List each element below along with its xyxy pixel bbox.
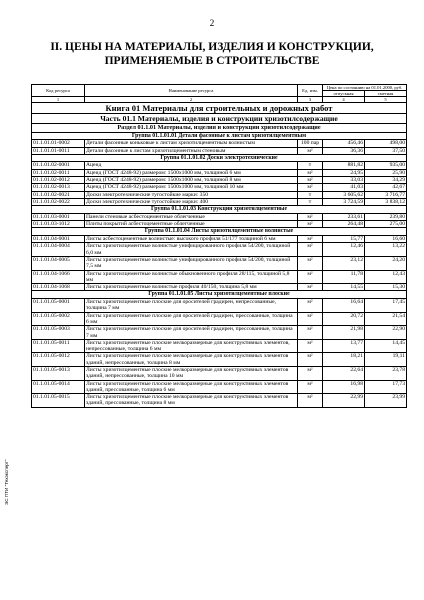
- header-unit: Ед. изм.: [298, 85, 323, 97]
- resource-code: 01.1.01.05-0003: [32, 326, 85, 340]
- unit-cell: т: [298, 162, 323, 169]
- resource-name: Листы хризотилцементные плоские для оросителей градирен, непрессованные, толщина 7 мм: [85, 299, 298, 313]
- table-row: [32, 236, 407, 243]
- price-estimate: 935,00: [365, 162, 407, 169]
- unit-cell: м²: [298, 169, 323, 176]
- resource-code: 01.1.01.05-0014: [32, 380, 85, 394]
- unit-cell: т: [298, 198, 323, 205]
- table-row: [32, 394, 407, 408]
- page-title: [0, 40, 424, 68]
- price-estimate: 17,45: [365, 299, 407, 313]
- page-number: 2: [209, 18, 215, 28]
- price-release: 16,98: [323, 380, 365, 394]
- resource-name: Доски электротехнические тугостойкие марки: 400: [85, 198, 298, 205]
- unit-cell: м²: [298, 380, 323, 394]
- table-row: [32, 312, 407, 326]
- price-release: 21,98: [323, 326, 365, 340]
- resource-code: 01.1.01.03-1012: [32, 221, 85, 228]
- unit-cell: м²: [298, 326, 323, 340]
- resource-name: Листы хризотилцементные плоские мелкоразмерные для конструктивных элементов зданий, непрессованные, толщина 10 мм: [85, 366, 298, 380]
- price-estimate: 22,90: [365, 326, 407, 340]
- resource-code: 01.1.01.04-1066: [32, 270, 85, 284]
- price-estimate: 34,29: [365, 177, 407, 184]
- group-title: Группа 01.1.01.05 Листы хризотилцементные плоские: [32, 291, 407, 299]
- table-row: [32, 243, 407, 257]
- resource-code: 01.1.01.05-0011: [32, 339, 85, 353]
- table-row: [32, 213, 407, 220]
- table-row: [32, 339, 407, 353]
- unit-cell: м²: [298, 243, 323, 257]
- resource-code: 01.1.01.05-0012: [32, 353, 85, 367]
- side-note: ЭС ПТИ "Техэксперт": [4, 459, 9, 505]
- resource-name: Листы хризотилцементные плоские мелкоразмерные для конструктивных элементов зданий, прессованные, толщина 8 мм: [85, 394, 298, 408]
- price-release: 33,03: [323, 177, 365, 184]
- unit-cell: м²: [298, 236, 323, 243]
- price-release: 22,64: [323, 366, 365, 380]
- group-title: Группа 01.1.01.03 Конструкции хризотилцементные: [32, 206, 407, 214]
- resource-code: 01.1.01.04-0004: [32, 243, 85, 257]
- price-release: 13,77: [323, 339, 365, 353]
- price-estimate: 23,78: [365, 366, 407, 380]
- price-estimate: 3 838,12: [365, 198, 407, 205]
- resource-code: 01.1.01.04-0005: [32, 256, 85, 270]
- resource-code: 01.1.01.02-0012: [32, 177, 85, 184]
- resource-name: Листы хризотилцементные волнистые профиля 40/150, толщина 5,8 мм: [85, 284, 298, 291]
- resource-code: 01.1.01.02-0011: [32, 169, 85, 176]
- price-release: 36,36: [323, 147, 365, 154]
- price-estimate: 3 716,77: [365, 191, 407, 198]
- price-release: 24,95: [323, 169, 365, 176]
- price-estimate: 19,11: [365, 353, 407, 367]
- table-row: [32, 191, 407, 198]
- price-estimate: 12,43: [365, 270, 407, 284]
- unit-cell: м²: [298, 184, 323, 191]
- group-title: Группа 01.1.01.02 Доски электротехнические: [32, 154, 407, 162]
- price-release: 22,99: [323, 394, 365, 408]
- price-release: 881,82: [323, 162, 365, 169]
- price-estimate: 498,00: [365, 140, 407, 147]
- price-release: 14,55: [323, 284, 365, 291]
- table-row: [32, 221, 407, 228]
- unit-cell: м²: [298, 147, 323, 154]
- unit-cell: м²: [298, 213, 323, 220]
- group-row: [32, 206, 407, 214]
- header-name: Наименование ресурса: [85, 85, 298, 97]
- price-estimate: 16,60: [365, 236, 407, 243]
- price-release: 11,78: [323, 270, 365, 284]
- resource-name: Ацеид (ГОСТ 4248-92) размером: 1500х1000 мм, толщиной 10 мм: [85, 184, 298, 191]
- table-row: [32, 147, 407, 154]
- book-title: Книга 01 Материалы для строительных и дорожных работ: [32, 103, 407, 114]
- resource-name: Листы хризотилцементные плоские для оросителей градирен, прессованные, толщина 7 мм: [85, 326, 298, 340]
- unit-cell: м²: [298, 177, 323, 184]
- price-estimate: 42,67: [365, 184, 407, 191]
- resource-name: Листы хризотилцементные плоские мелкоразмерные для конструктивных элементов зданий, прессованные, толщина 6 мм: [85, 380, 298, 394]
- column-number: 5: [365, 97, 407, 103]
- table-row: [32, 140, 407, 147]
- section-title: Раздел 01.1.01 Материалы, изделия и конструкции хризотилсодержащие: [32, 124, 407, 132]
- price-release: 41,03: [323, 184, 365, 191]
- table-row: [32, 284, 407, 291]
- resource-code: 01.1.01.03-0001: [32, 213, 85, 220]
- resource-name: Листы хризотилцементные волнистые унифицированного профиля 54/200, толщиной 6,0 мм: [85, 243, 298, 257]
- resource-code: 01.1.01.02-0022: [32, 198, 85, 205]
- resource-code: 01.1.01.02-0021: [32, 191, 85, 198]
- resource-code: 01.1.01.05-0002: [32, 312, 85, 326]
- title-line-1: II. ЦЕНЫ НА МАТЕРИАЛЫ, ИЗДЕЛИЯ И КОНСТРУКЦИИ,: [50, 41, 374, 53]
- price-estimate: 275,00: [365, 221, 407, 228]
- column-number: 1: [32, 97, 85, 103]
- price-estimate: 37,50: [365, 147, 407, 154]
- section-row: [32, 124, 407, 132]
- table-row: [32, 177, 407, 184]
- price-estimate: 23,99: [365, 394, 407, 408]
- table-row: [32, 299, 407, 313]
- unit-cell: 100 пар: [298, 140, 323, 147]
- resource-code: 01.1.01.04-0001: [32, 236, 85, 243]
- price-release: 15,77: [323, 236, 365, 243]
- resource-code: 01.1.01.04-1068: [32, 284, 85, 291]
- table-row: [32, 366, 407, 380]
- price-release: 18,21: [323, 353, 365, 367]
- resource-code: 01.1.01.02-0001: [32, 162, 85, 169]
- table-row: [32, 256, 407, 270]
- price-estimate: 24,20: [365, 256, 407, 270]
- group-row: [32, 132, 407, 140]
- unit-cell: т: [298, 191, 323, 198]
- table-row: [32, 270, 407, 284]
- price-release: 456,46: [323, 140, 365, 147]
- unit-cell: м²: [298, 312, 323, 326]
- resource-code: 01.1.01.01-0011: [32, 147, 85, 154]
- table-row: [32, 162, 407, 169]
- price-release: 16,64: [323, 299, 365, 313]
- unit-cell: м²: [298, 366, 323, 380]
- price-table: [31, 84, 407, 408]
- table-row: [32, 169, 407, 176]
- resource-name: Листы хризотилцементные волнистые обыкновенного профиля 28/115, толщиной 5,8 мм: [85, 270, 298, 284]
- unit-cell: м²: [298, 221, 323, 228]
- column-number: 4: [323, 97, 365, 103]
- group-row: [32, 228, 407, 236]
- resource-name: Панели стеновые асбестоцементные облегченные: [85, 213, 298, 220]
- price-estimate: 13,22: [365, 243, 407, 257]
- price-estimate: 25,90: [365, 169, 407, 176]
- resource-name: Листы хризотилцементные плоские для оросителей градирен, прессованные, толщина 6 мм: [85, 312, 298, 326]
- group-title: Группа 01.1.01.01 Детали фасонные к листам хризотилцементным: [32, 132, 407, 140]
- header-price-group: Цена по состоянию на 01.01.2000, руб.: [323, 85, 407, 91]
- resource-code: 01.1.01.02-0013: [32, 184, 85, 191]
- unit-cell: м²: [298, 339, 323, 353]
- resource-code: 01.1.01.01-0002: [32, 140, 85, 147]
- table-row: [32, 184, 407, 191]
- price-estimate: 21,54: [365, 312, 407, 326]
- resource-name: Листы хризотилцементные плоские мелкоразмерные для конструктивных элементов зданий, непрессованные, толщина 8 мм: [85, 353, 298, 367]
- price-release: 12,46: [323, 243, 365, 257]
- unit-cell: м²: [298, 394, 323, 408]
- resource-name: Ацеид (ГОСТ 4248-92) размером: 1500х1000 мм, толщиной 6 мм: [85, 169, 298, 176]
- resource-code: 01.1.01.05-0013: [32, 366, 85, 380]
- resource-code: 01.1.01.05-0015: [32, 394, 85, 408]
- price-estimate: 17,73: [365, 380, 407, 394]
- unit-cell: м²: [298, 284, 323, 291]
- price-release: 3 605,62: [323, 191, 365, 198]
- resource-name: Детали фасонные к листам хризотилцементным стеновым: [85, 147, 298, 154]
- book-row: [32, 103, 407, 114]
- resource-name: Детали фасонные коньковые к листам хризотилцементным волнистым: [85, 140, 298, 147]
- header-code: Код ресурса: [32, 85, 85, 97]
- unit-cell: м²: [298, 299, 323, 313]
- group-row: [32, 154, 407, 162]
- resource-name: Доски электротехнические тугостойкие марки: 350: [85, 191, 298, 198]
- part-row: [32, 114, 407, 124]
- price-release: 233,61: [323, 213, 365, 220]
- price-release: 264,48: [323, 221, 365, 228]
- column-number: 2: [85, 97, 298, 103]
- part-title: Часть 01.1 Материалы, изделия и конструкции хризотилсодержащие: [32, 114, 407, 124]
- resource-code: 01.1.01.05-0001: [32, 299, 85, 313]
- price-estimate: 15,30: [365, 284, 407, 291]
- header-price-release: отпускная: [323, 91, 365, 97]
- table-header-row: [32, 85, 407, 91]
- column-number: 3: [298, 97, 323, 103]
- unit-cell: м²: [298, 353, 323, 367]
- price-estimate: 239,80: [365, 213, 407, 220]
- title-line-2: ПРИМЕНЯЕМЫЕ В СТРОИТЕЛЬСТВЕ: [104, 55, 320, 67]
- price-release: 20,72: [323, 312, 365, 326]
- table-row: [32, 326, 407, 340]
- price-estimate: 14,45: [365, 339, 407, 353]
- price-release: 3 724,59: [323, 198, 365, 205]
- unit-cell: м²: [298, 256, 323, 270]
- price-release: 23,12: [323, 256, 365, 270]
- resource-name: Листы асбестоцементные волнистые: высокого профиля 51/177 толщиной 6 мм: [85, 236, 298, 243]
- resource-name: Ацеид (ГОСТ 4248-92) размером: 1500х1000 мм, толщиной 8 мм: [85, 177, 298, 184]
- unit-cell: м²: [298, 270, 323, 284]
- resource-name: Плиты покрытий асбестоцементные облегченные: [85, 221, 298, 228]
- table-row: [32, 198, 407, 205]
- group-title: Группа 01.1.01.04 Листы хризотилцементные волнистые: [32, 228, 407, 236]
- header-price-estimate: сметная: [365, 91, 407, 97]
- resource-name: Ацеид: [85, 162, 298, 169]
- resource-name: Листы хризотилцементные волнистые унифицированного профиля 54/200, толщиной 7,5 мм: [85, 256, 298, 270]
- table-row: [32, 353, 407, 367]
- group-row: [32, 291, 407, 299]
- resource-name: Листы хризотилцементные плоские мелкоразмерные для конструктивных элементов, непрессованные, толщина 6 мм: [85, 339, 298, 353]
- table-row: [32, 380, 407, 394]
